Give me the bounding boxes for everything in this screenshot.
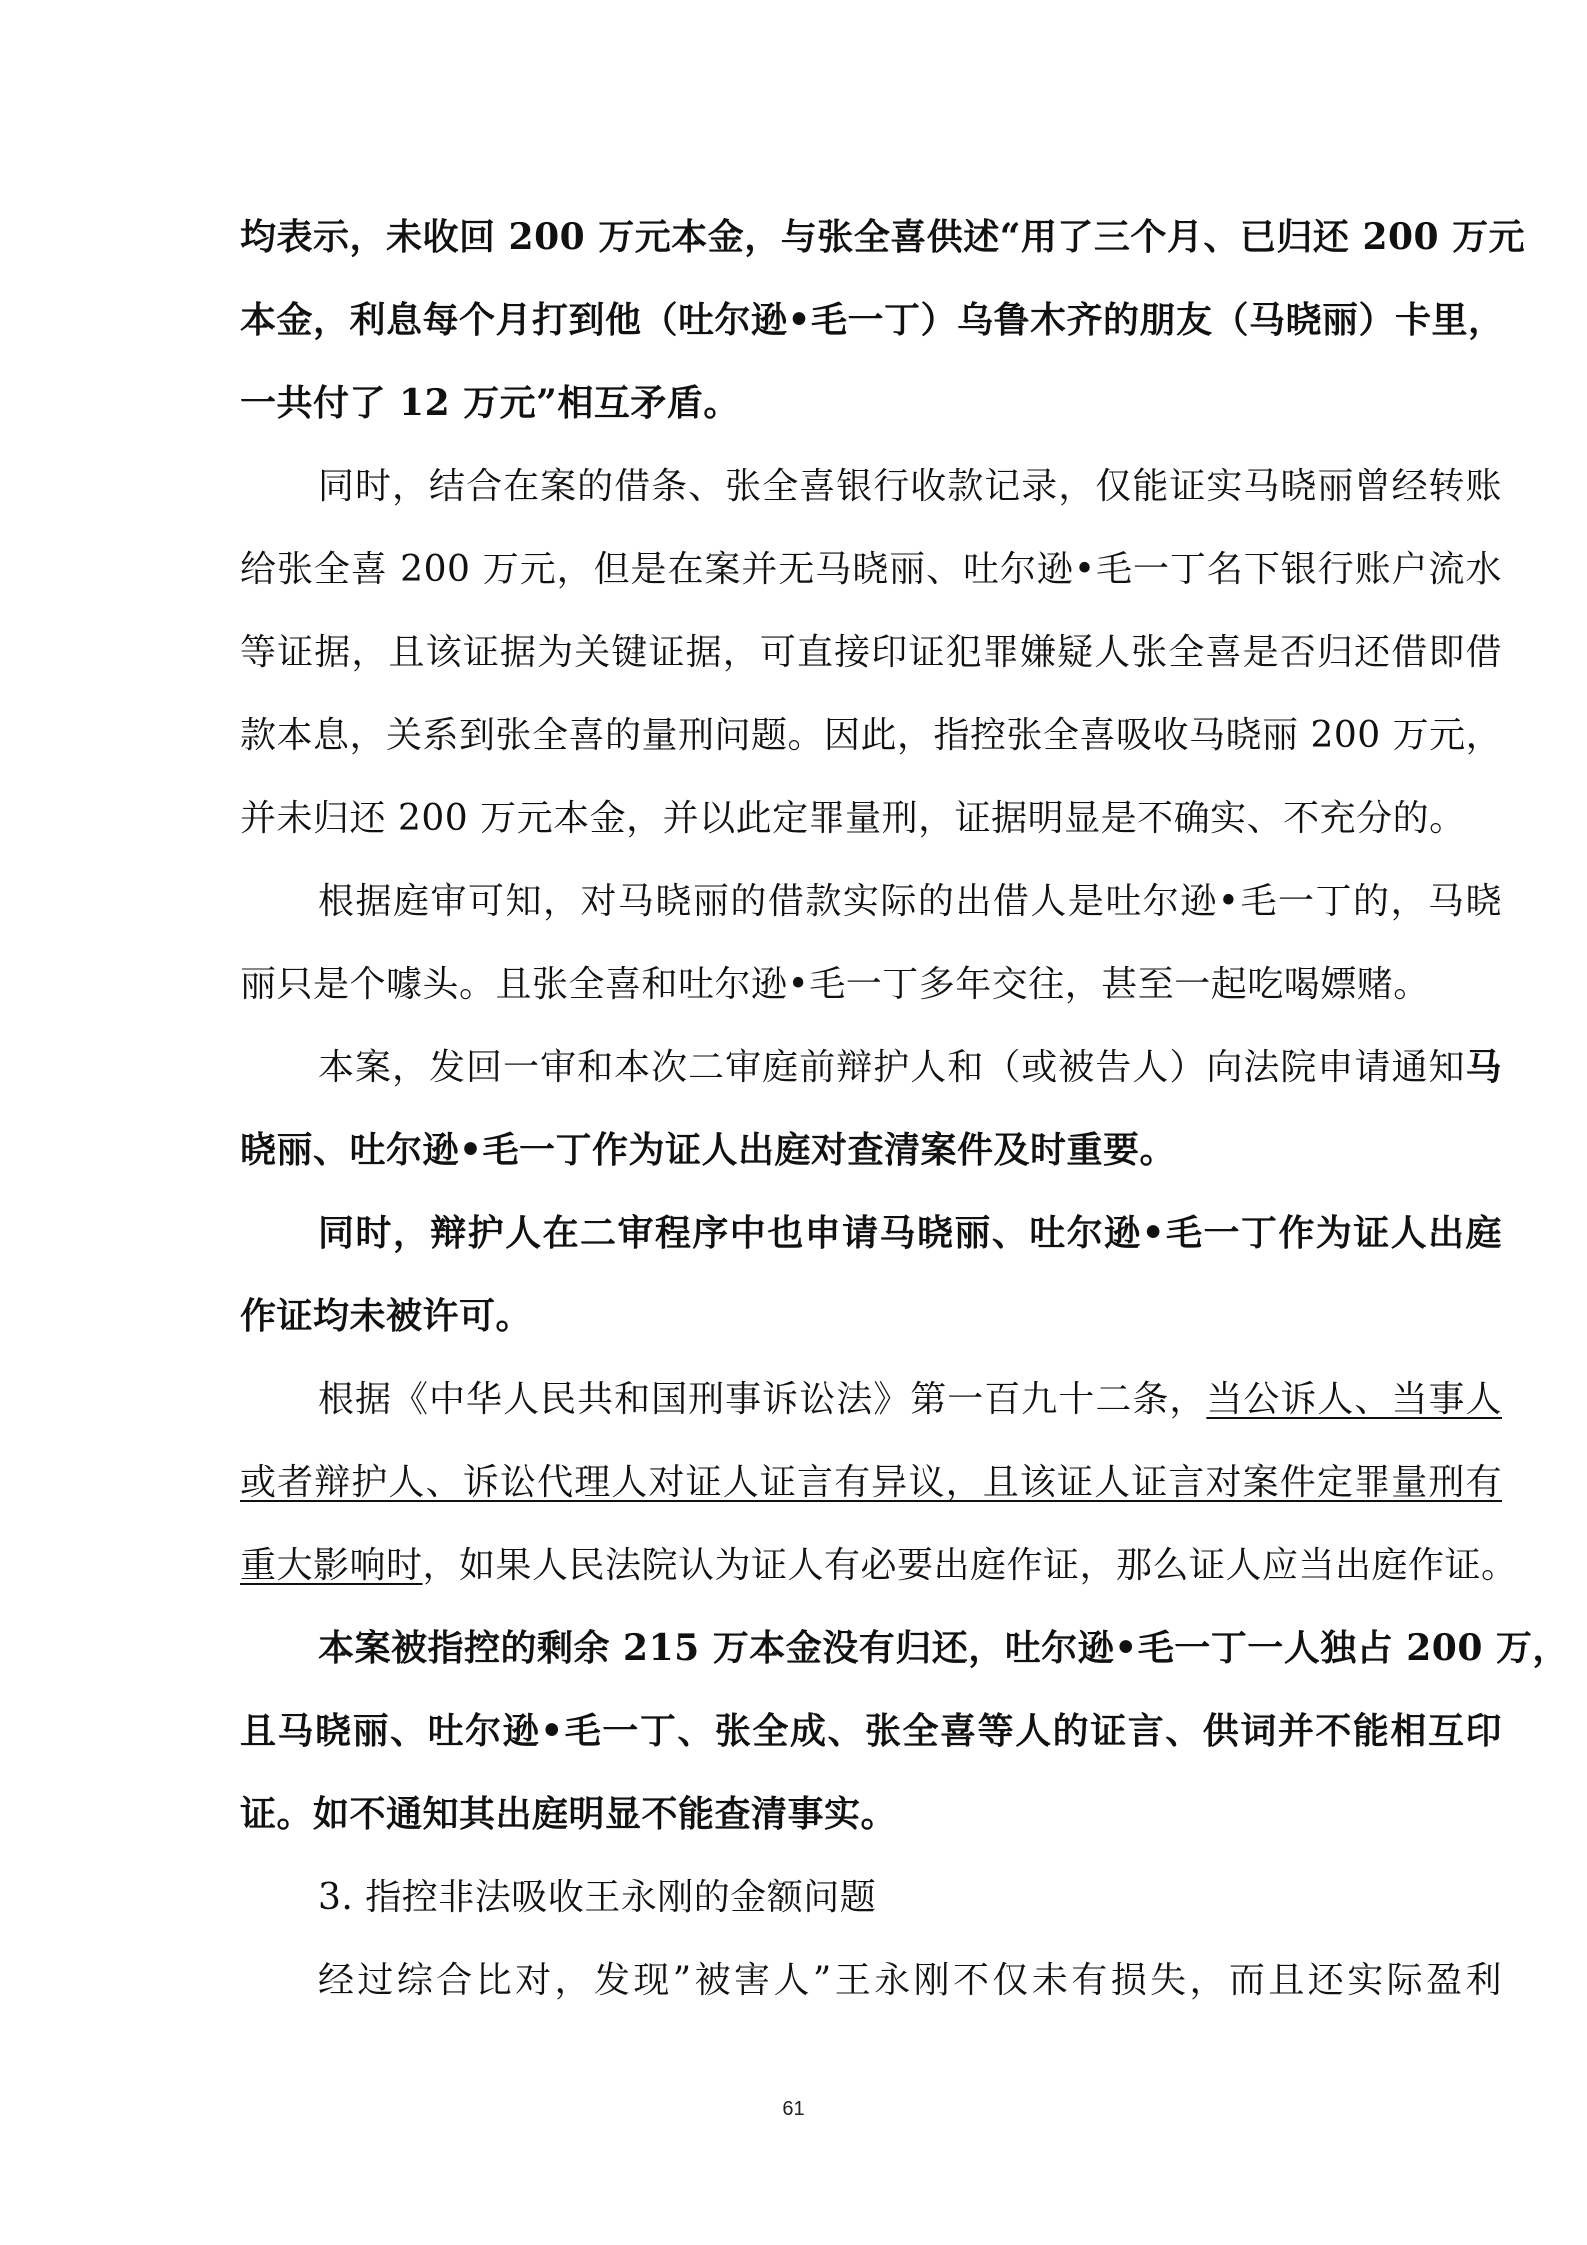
section-heading (240, 1856, 1502, 1939)
underlined-segment: 当公诉人、当事人 (1206, 1379, 1502, 1420)
text-segment: 本金，利息每个月打到他（吐尔逊•毛一丁）乌鲁木齐的朋友（马晓丽）卡里， (240, 299, 1505, 341)
text-line (240, 1192, 1502, 1275)
text-line (240, 362, 1502, 445)
text-segment: 款本息，关系到张全喜的量刑问题。因此，指控张全喜吸收马晓丽 200 万元， (240, 715, 1503, 756)
text-segment: 且马晓丽、吐尔逊•毛一丁、张全成、张全喜等人的证言、供词并不能相互印 (240, 1710, 1502, 1752)
text-segment: ，如果人民法院认为证人有必要出庭作证，那么证人应当出庭作证。 (422, 1545, 1518, 1586)
text-line (240, 777, 1502, 860)
text-line (240, 1524, 1518, 1607)
text-segment: 同时，结合在案的借条、张全喜银行收款记录，仅能证实马晓丽曾经转账 (318, 466, 1502, 507)
text-segment: 给张全喜 200 万元，但是在案并无马晓丽、吐尔逊•毛一丁名下银行账户流水 (240, 549, 1502, 590)
text-segment: 等证据，且该证据为关键证据，可直接印证犯罪嫌疑人张全喜是否归还借即借 (240, 632, 1502, 673)
text-segment: 同时，辩护人在二审程序中也申请马晓丽、吐尔逊•毛一丁作为证人出庭 (318, 1212, 1502, 1254)
text-segment: 证。如不通知其出庭明显不能查清事实。 (240, 1793, 898, 1835)
page-number: 61 (782, 2098, 805, 2120)
text-line (240, 1607, 1569, 1690)
document-body (240, 196, 1569, 2022)
text-segment: 根据庭审可知，对马晓丽的借款实际的出借人是吐尔逊•毛一丁的，马晓 (318, 881, 1502, 922)
text-line (240, 1441, 1502, 1524)
text-line (240, 1109, 1502, 1192)
text-segment: 经过综合比对，发现”被害人”王永刚不仅未有损失，而且还实际盈利 (318, 1960, 1502, 2001)
text-segment: 丽只是个噱头。且张全喜和吐尔逊•毛一丁多年交往，甚至一起吃喝嫖赌。 (240, 964, 1430, 1005)
underlined-segment: 重大影响时 (240, 1545, 423, 1586)
text-segment: 并未归还 200 万元本金，并以此定罪量刑，证据明显是不确实、不充分的。 (240, 798, 1466, 839)
text-line (240, 860, 1502, 943)
text-segment-bold: 马 (1465, 1046, 1502, 1088)
text-line (240, 1690, 1502, 1773)
text-segment: 作证均未被许可。 (240, 1295, 533, 1337)
text-segment: 根据《中华人民共和国刑事诉讼法》第一百九十二条， (318, 1379, 1207, 1420)
text-line (240, 1358, 1502, 1441)
text-segment: 一共付了 12 万元”相互矛盾。 (240, 382, 740, 424)
text-line (240, 1939, 1502, 2022)
text-line (240, 1026, 1502, 1109)
text-segment: 本案，发回一审和本次二审庭前辩护人和（或被告人）向法院申请通知 (318, 1047, 1466, 1088)
text-line (240, 445, 1502, 528)
text-segment: 晓丽、吐尔逊•毛一丁作为证人出庭对查清案件及时重要。 (240, 1129, 1177, 1171)
text-line (240, 1773, 1502, 1856)
text-line (240, 279, 1505, 362)
text-line (240, 1275, 1502, 1358)
text-segment: 均表示，未收回 200 万元本金，与张全喜供述“用了三个月、已归还 200 万元 (240, 216, 1526, 258)
text-line (240, 694, 1502, 777)
text-line (240, 196, 1526, 279)
underlined-segment: 或者辩护人、诉讼代理人对证人证言有异议，且该证人证言对案件定罪量刑有 (240, 1462, 1502, 1503)
text-line (240, 943, 1502, 1026)
text-line (240, 528, 1502, 611)
text-line (240, 611, 1502, 694)
text-segment: 本案被指控的剩余 215 万本金没有归还，吐尔逊•毛一丁一人独占 200 万， (318, 1627, 1569, 1669)
text-segment: 3. 指控非法吸收王永刚的金额问题 (318, 1877, 877, 1918)
